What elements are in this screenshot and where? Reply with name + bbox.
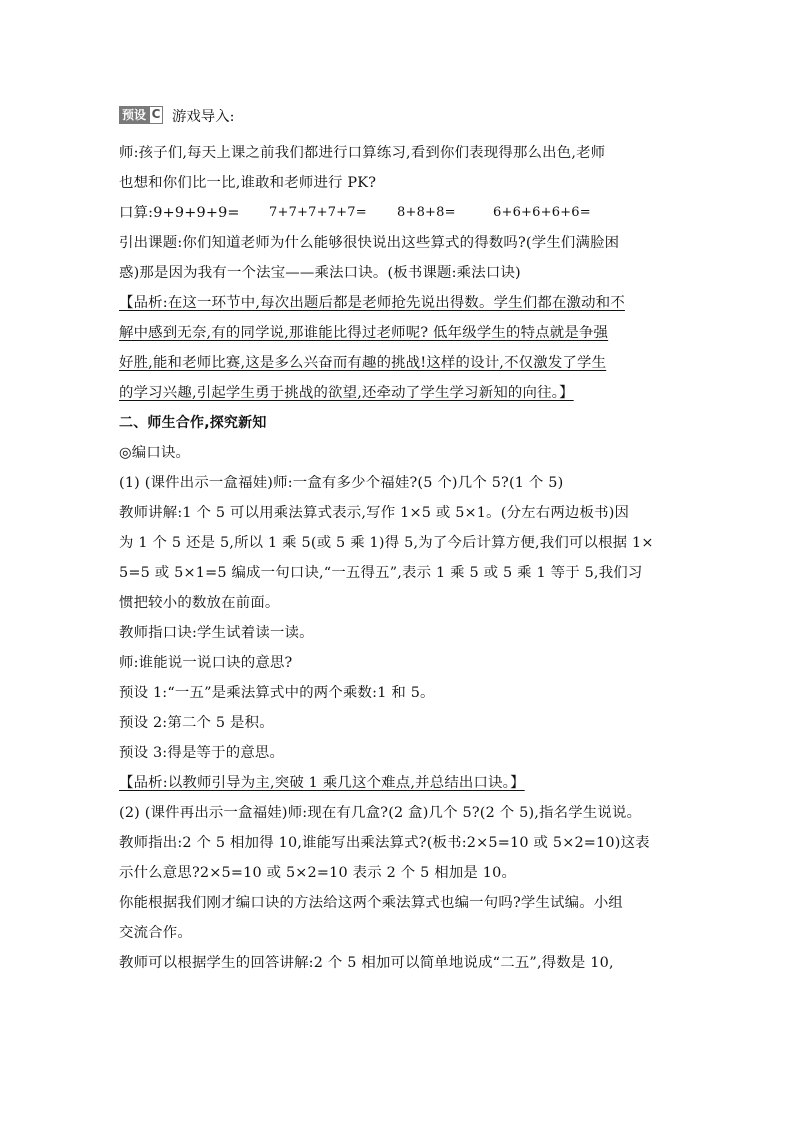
calc-item: 口算:9+9+9+9= [119,205,240,221]
calc-item: 6+6+6+6+6= [493,205,591,220]
paragraph-line: 交流合作。 [119,925,192,941]
analysis-line: 的学习兴趣,引起学生勇于挑战的欲望,还牵动了学生学习新知的向往。】 [119,385,574,401]
paragraph-line: 5=5 或 5×1=5 编成一句口诀,“一五得五”,表示 1 乘 5 或 5 乘 1 等于 5,我们习 [119,565,643,581]
paragraph-line: 预设 3:得是等于的意思。 [119,745,285,761]
section-heading: 二、师生合作,探究新知 [119,415,267,431]
paragraph-line: 预设 1:“一五”是乘法算式中的两个乘数:1 和 5。 [119,685,435,701]
analysis-line: 好胜,能和老师比赛,这是多么兴奋而有趣的挑战!这样的设计,不仅激发了学生 [119,355,607,371]
paragraph-line: 为 1 个 5 还是 5,所以 1 乘 5(或 5 乘 1)得 5,为了今后计算方便,我们可以根据 1× [119,535,654,551]
oral-calc-row [119,198,679,228]
paragraph-line: 教师讲解:1 个 5 可以用乘法算式表示,写作 1×5 或 5×1。(分左右两边板书)因 [119,505,630,521]
preset-title: 游戏导入: [172,108,235,125]
paragraph-line: 惑)那是因为我有一个法宝——乘法口诀。(板书课题:乘法口诀) [119,265,521,281]
calc-item: 7+7+7+7+7= [269,205,367,220]
analysis-line: 【品析:在这一环节中,每次出题后都是老师抢先说出得数。学生们都在激动和不 [119,295,625,311]
document-page [119,100,679,978]
paragraph-line: 你能根据我们刚才编口诀的方法给这两个乘法算式也编一句吗?学生试编。小组 [119,895,623,911]
sub-heading: ◎编口诀。 [119,445,191,461]
calc-item: 8+8+8= [397,205,456,220]
preset-badge-letter: C [149,106,163,124]
paragraph-line: (1) (课件出示一盒福娃)师:一盒有多少个福娃?(5 个)几个 5?(1 个 5) [119,475,564,491]
paragraph-line: 示什么意思?2×5=10 或 5×2=10 表示 2 个 5 相加是 10。 [119,865,517,881]
preset-badge [119,106,163,124]
analysis-line: 解中感到无奈,有的同学说,那谁能比得过老师呢? 低年级学生的特点就是争强 [119,325,609,341]
paragraph-line: 预设 2:第二个 5 是积。 [119,715,274,731]
preset-badge-text: 预设 [119,106,149,124]
paragraph-line: 教师可以根据学生的回答讲解:2 个 5 相加可以简单地说成“二五”,得数是 10, [119,955,614,971]
paragraph-line: 教师指出:2 个 5 相加得 10,谁能写出乘法算式?(板书:2×5=10 或 5×2=10)这表 [119,835,650,851]
paragraph-line: 师:孩子们,每天上课之前我们都进行口算练习,看到你们表现得那么出色,老师 [119,145,606,161]
paragraph-line: 也想和你们比一比,谁敢和老师进行 PK? [119,175,377,191]
paragraph-line: 引出课题:你们知道老师为什么能够很快说出这些算式的得数吗?(学生们满脸困 [119,235,620,251]
analysis-line: 【品析:以教师引导为主,突破 1 乘几这个难点,并总结出口诀。】 [119,775,525,791]
preset-header [119,100,679,130]
paragraph-line: 惯把较小的数放在前面。 [119,595,280,611]
paragraph-line: 师:谁能说一说口诀的意思? [119,655,293,671]
paragraph-line: 教师指口诀:学生试着读一读。 [119,625,314,641]
paragraph-line: (2) (课件再出示一盒福娃)师:现在有几盒?(2 盒)几个 5?(2 个 5),指名学生说说。 [119,805,642,821]
